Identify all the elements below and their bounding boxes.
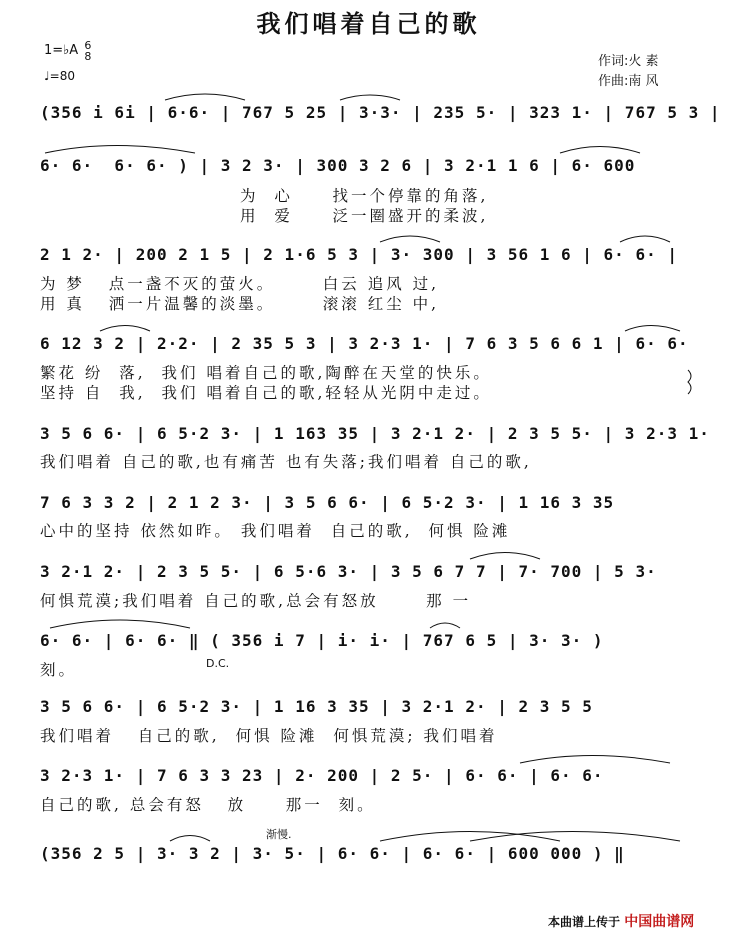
score-line: (356 2 5 | 3· 3 2 | 3· 5· | 6· 6· | 6· 6· | 600 000 ) ‖ [40,844,625,863]
score-line: 6 12 3 2 | 2·2· | 2 35 5 3 | 3 2·3 1· | 7 6 3 5 6 6 1 | 6· 6· [40,334,689,353]
score-line: 6· 6· | 6· 6· ‖ ( 356 i 7 | i· i· | 767 6 5 | 3· 3· ) [40,631,604,650]
lyric-line: 用 爱 泛一圈盛开的柔波, [240,207,489,225]
meter-top: 6 [84,39,92,52]
song-title: 我们唱着自己的歌 [256,10,481,38]
lyric-line: 刻。 [40,661,78,679]
lyric-line: 心中的坚持 依然如昨。 我们唱着 自己的歌, 何惧 险滩 [40,522,511,540]
dc-mark: D.C. [206,657,230,670]
composer-credit: 作曲:南 风 [598,74,659,89]
score-line: 6· 6· 6· 6· ) | 3 2 3· | 300 3 2 6 | 3 2·1 1 6 | 6· 600 [40,156,636,175]
score-line: 7 6 3 3 2 | 2 1 2 3· | 3 5 6 6· | 6 5·2 3· | 1 16 3 35 [40,493,615,512]
lyric-line: 繁花 纷 落, 我们 唱着自己的歌,陶醉在天堂的快乐。 [40,364,492,382]
key-signature: 1=♭A [44,43,79,58]
lyric-line: 为 梦 点一盏不灭的萤火。 白云 追风 过, [40,275,440,293]
footer-text: 本曲谱上传于 [548,915,621,929]
lyric-line: 坚持 自 我, 我们 唱着自己的歌,轻轻从光阴中走过。 [40,384,492,402]
slur-arc [620,236,670,242]
score-line: 3 5 6 6· | 6 5·2 3· | 1 16 3 35 | 3 2·1 2· | 2 3 5 5 [40,697,593,716]
slur-arc [470,553,540,560]
lyric-line: 何惧荒漠;我们唱着 自己的歌,总会有怒放 那 一 [40,592,472,610]
slur-arc [100,326,150,332]
slur-arc [50,620,190,628]
tempo-marking: ♩=80 [44,69,75,83]
brace-mark [688,370,691,394]
slur-arc [520,756,670,764]
slur-arc [380,236,440,242]
score-line: 2 1 2· | 200 2 1 5 | 2 1·6 5 3 | 3· 300 | 3 56 1 6 | 6· 6· | [40,245,678,264]
ritardando-mark: 渐慢. [266,828,292,841]
lyric-line: 我们唱着 自己的歌,也有痛苦 也有失落;我们唱着 自己的歌, [40,453,532,471]
slur-arc [165,94,245,100]
slur-arc [430,623,460,628]
meter-bottom: 8 [84,50,92,63]
site-logo: 中国曲谱网 [624,914,695,930]
lyric-line: 为 心 找一个停靠的角落, [240,187,489,205]
score-line: 3 5 6 6· | 6 5·2 3· | 1 163 35 | 3 2·1 2· | 2 3 5 5· | 3 2·3 1· [40,424,710,443]
score-line: 3 2·1 2· | 2 3 5 5· | 6 5·6 3· | 3 5 6 7 7 | 7· 700 | 5 3· [40,562,657,581]
slur-arc [45,146,195,154]
lyric-line: 用 真 洒一片温馨的淡墨。 滚滚 红尘 中, [40,295,440,313]
lyric-line: 我们唱着 自己的歌, 何惧 险滩 何惧荒漠; 我们唱着 [40,727,498,745]
slur-arc [625,326,680,332]
slur-arc [340,95,400,100]
score-line: 3 2·3 1· | 7 6 3 3 23 | 2· 200 | 2 5· | 6· 6· | 6· 6· [40,766,604,785]
lyricist-credit: 作词:火 素 [598,54,659,69]
slur-arc [170,836,210,842]
slur-arc [560,147,640,154]
lyric-line: 自己的歌, 总会有怒 放 那一 刻。 [40,796,376,814]
score-line: (356 i 6i | 6·6· | 767 5 25 | 3·3· | 235 5· | 323 1· | 767 5 3 | [40,103,721,122]
